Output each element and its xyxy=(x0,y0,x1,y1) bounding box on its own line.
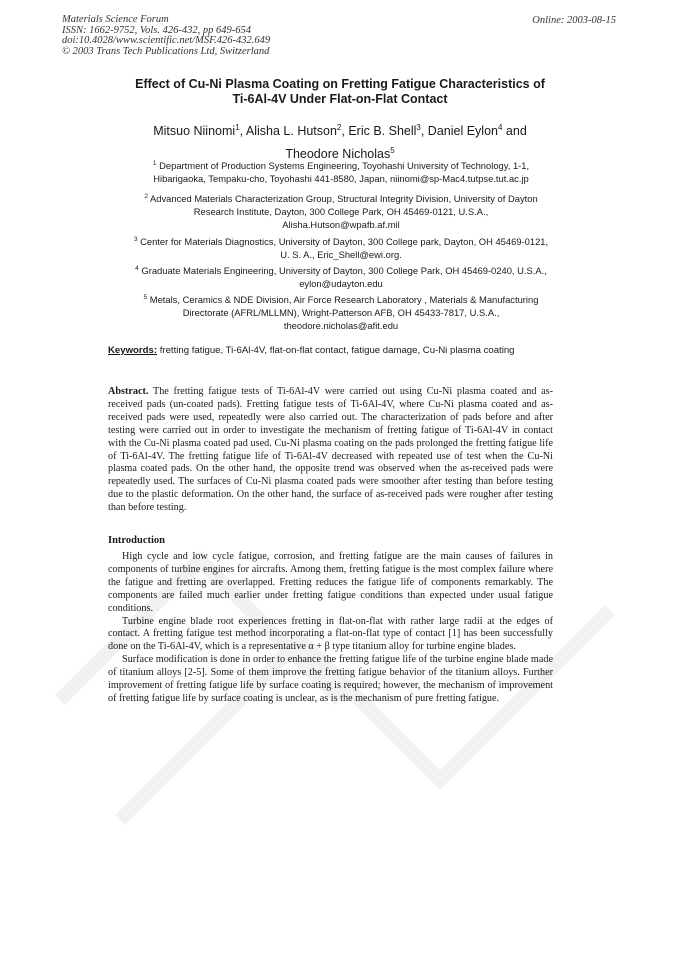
author-and: and xyxy=(502,124,527,139)
affiliation-email: eylon@udayton.edu xyxy=(299,277,383,289)
author-sup: 3 xyxy=(416,123,421,132)
author-name: , Eric B. Shell xyxy=(341,124,417,139)
affiliation-line: Research Institute, Dayton, 300 College Park, OH 45469-0121, U.S.A., xyxy=(193,205,489,217)
author-sup: 2 xyxy=(336,123,342,132)
affiliation-3 xyxy=(96,234,586,262)
author-name: , Daniel Eylon xyxy=(420,124,498,139)
author-sup: 4 xyxy=(497,123,503,132)
affiliation-line: Center for Materials Diagnostics, University of Dayton, 300 College park, Dayton, OH 45469-0121, xyxy=(137,236,549,248)
online-date: Online: 2003-08-15 xyxy=(532,15,616,26)
affiliation-sup: 2 xyxy=(144,193,148,200)
affiliation-sup: 4 xyxy=(135,265,139,272)
affiliation-email: Alisha.Hutson@wpafb.af.mil xyxy=(282,218,400,230)
intro-paragraph-1: High cycle and low cycle fatigue, corrosion, and fretting fatigue are the main causes of failures in components of turbine engines for aircrafts. Among them, fretting fatigue is the most complex failure where the fatigue and fretting are overlapped. Fretting reduces the fatigue life of components remarkably. The components are failed much earlier under fretting fatigue conditions than expected under usual fatigue conditions. xyxy=(108,551,553,614)
abstract xyxy=(108,386,553,515)
title-line-1: Effect of Cu-Ni Plasma Coating on Fretting Fatigue Characteristics of xyxy=(135,77,545,91)
intro-paragraph-3: Surface modification is done in order to enhance the fretting fatigue life of the turbine engine blade made of titanium alloys [2-5]. Some of them improve the fretting fatigue behavior of the titanium alloys. Further improvement of fretting fatigue life by surface coating is required; however, the mechanism of improvement of fretting fatigue life by surface coating is unclear, as is the mechanism of pure fretting fatigue. xyxy=(108,654,553,704)
affiliation-line: Department of Production Systems Engineering, Toyohashi University of Technology, 1-1, xyxy=(156,160,530,172)
affiliation-line: Advanced Materials Characterization Group, Structural Integrity Division, University of Dayton xyxy=(147,193,538,205)
affiliation-line: Graduate Materials Engineering, University of Dayton, 300 College Park, OH 45469-0240, U.S.A., xyxy=(138,265,547,277)
journal-name: Materials Science Forum xyxy=(62,14,169,25)
paper-title xyxy=(90,77,590,107)
author-name: , Alisha L. Hutson xyxy=(239,124,337,139)
doi-line: doi:10.4028/www.scientific.net/MSF.426-432.649 xyxy=(62,35,271,47)
author-name: Mitsuo Niinomi xyxy=(153,124,236,139)
affiliation-line: U. S. A., Eric_Shell@ewi.org. xyxy=(280,248,402,260)
intro-paragraph-2: Turbine engine blade root experiences fretting in flat-on-flat with rather large radii at the edges of contact. A fretting fatigue test method incorporating a flat-on-flat type of contact [1] has been successfully done on the Ti-6Al-4V, which is a representative α + β type titanium alloy for turbine engine blades. xyxy=(108,615,553,653)
author-name: Theodore Nicholas xyxy=(285,147,391,162)
keywords-label: Keywords: xyxy=(108,345,158,356)
affiliation-line: Metals, Ceramics & NDE Division, Air Force Research Laboratory , Materials & Manufacturing xyxy=(147,294,539,306)
affiliation-line: Hibarigaoka, Tempaku-cho, Toyohashi 441-8580, Japan, niinomi@sp-Mac4.tutpse.tut.ac.jp xyxy=(153,172,529,184)
affiliation-email: theodore.nicholas@afit.edu xyxy=(283,319,399,331)
authors-line-1 xyxy=(100,118,580,141)
abstract-label: Abstract. xyxy=(108,386,149,397)
affiliation-line: Directorate (AFRL/MLLMN), Wright-Patterson AFB, OH 45433-7817, U.S.A., xyxy=(182,306,500,318)
journal-header xyxy=(62,15,270,57)
affiliation-2 xyxy=(96,191,586,232)
abstract-text: The fretting fatigue tests of Ti-6Al-4V were carried out using Cu-Ni plasma coated and as-received pads (un-coated pads). Fretting fatigue tests of Ti-6Al-4V, where Cu-Ni plasma coated and as-received pads were used, repeatedly were also carried out. The characterization of pads before and after testing were carried out in order to investigate the mechanism of fretting fatigue of Ti-6Al-4V in contact with the Cu-Ni plasma coated pad used. Cu-Ni plasma coating on the pads prolonged the fretting fatigue life of Ti-6Al-4V. The fretting fatigue life of Ti-6Al-4V decreased with repeated use of test when the Cu-Ni plasma coated pads. On the other hand, the opposite trend was observed when the as-received pads were repeatedly used. The surfaces of Cu-Ni plasma coated pads were smoother after testing than before testing due to the plastic deformation. On the other hand, the surface of as-received pads were rougher after testing than before testing. xyxy=(108,386,553,514)
title-line-2: Ti-6Al-4V Under Flat-on-Flat Contact xyxy=(232,92,448,106)
affiliation-5 xyxy=(96,292,586,333)
affiliation-1 xyxy=(96,158,586,186)
copyright-line: © 2003 Trans Tech Publications Ltd, Switzerland xyxy=(62,45,270,57)
keywords-text: fretting fatigue, Ti-6Al-4V, flat-on-flat contact, fatigue damage, Cu-Ni plasma coating xyxy=(157,345,515,356)
keywords-line xyxy=(108,345,588,356)
author-sup: 1 xyxy=(235,123,240,132)
introduction-body xyxy=(108,551,553,706)
introduction-heading: Introduction xyxy=(108,535,165,546)
affiliation-sup: 3 xyxy=(133,236,138,243)
issn-line: ISSN: 1662-9752, Vols. 426-432, pp 649-654 xyxy=(62,24,251,36)
author-sup: 5 xyxy=(390,146,395,156)
affiliation-sup: 1 xyxy=(152,160,157,167)
affiliation-4 xyxy=(96,263,586,291)
affiliation-sup: 5 xyxy=(143,294,148,301)
